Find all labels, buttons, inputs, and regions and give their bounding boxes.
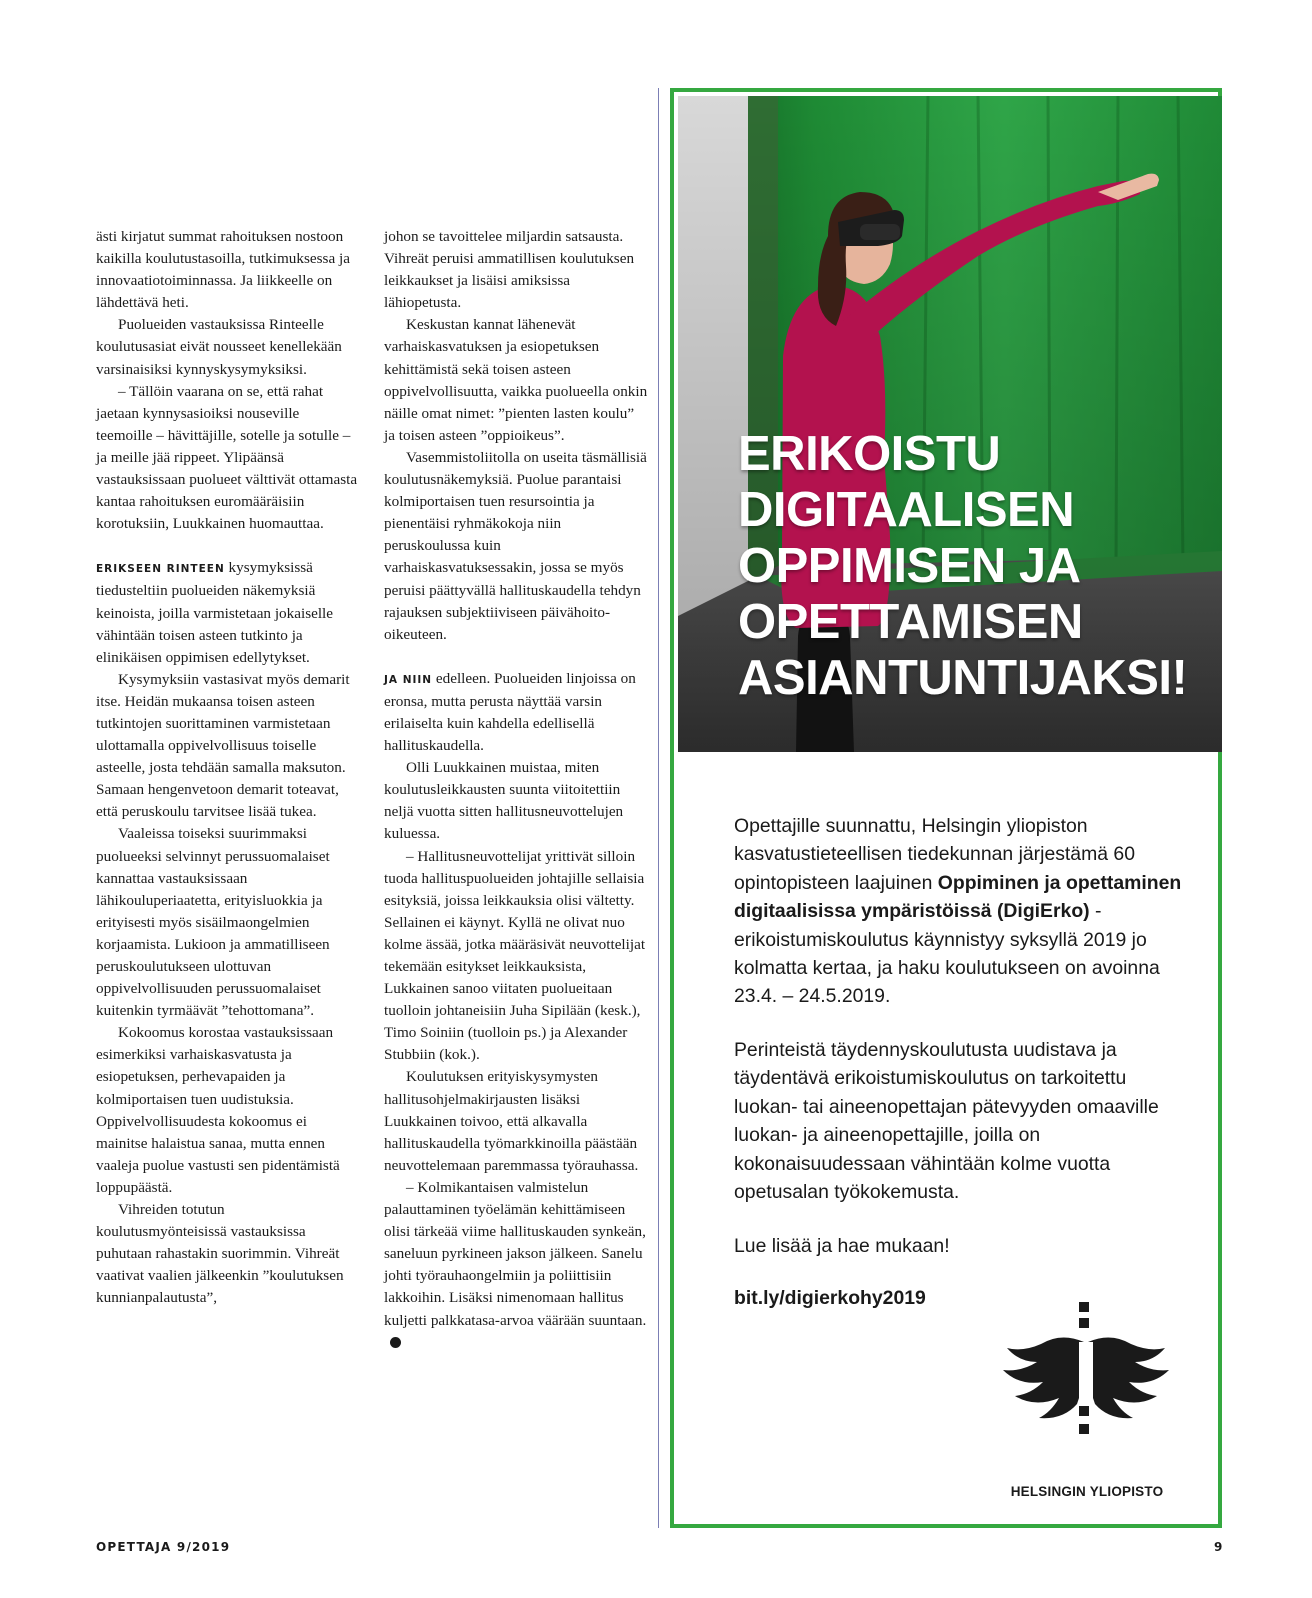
ad-paragraph-2 [734, 1036, 1184, 1206]
end-mark-icon [390, 1337, 401, 1348]
paragraph [384, 668, 648, 757]
paragraph: Olli Luukkainen muistaa, miten koulutusleikkausten suunta viitoitettiin neljä vuotta sitten hallitusneuvottelujen kuluessa. [384, 759, 624, 843]
lead-in: JA NIIN [384, 673, 433, 686]
paragraph-text: edelleen. Puolueiden linjoissa on eronsa, mutta perusta näyttää varsin erilaiselta kuin kahdella edellisellä hallituskaudella. [384, 669, 636, 755]
university-name: HELSINGIN YLIOPISTO [1010, 1484, 1164, 1499]
page-number: 9 [1214, 1540, 1223, 1554]
paragraph: Keskustan kannat lähenevät varhaiskasvatuksen ja esiopetuksen kehittämistä sekä toisen asteen oppivelvollisuutta, vaikka puolueella onkin näille omat nimet: ”pienten lasten koulu” ja toisen asteen ”oppioikeus”. [384, 316, 648, 444]
paragraph-text: – Kolmikantaisen valmistelun palauttaminen työelämän kehittämiseen olisi tärkeää viime hallituskauden synkeän, saneluun pyrkineen jakson jälkeen. Sanelu johti työrauhaongelmiin ja poliittisiin lakkoihin. Lisäksi nimenomaan hallitus kuljetti palkkatasa-arvoa väärään suuntaan. [384, 1178, 647, 1329]
ad-call-to-action [734, 1232, 1184, 1260]
ad-text: Lue lisää ja hae mukaan! [734, 1235, 950, 1257]
headline-line: ASIANTUNTIJAKSI! [738, 651, 1188, 705]
headline-line: OPETTAMISEN [738, 595, 1083, 649]
paragraph: Koulutuksen erityiskysymysten hallitusohjelmakirjausten lisäksi Luukkainen toivoo, että alkavalla hallituskaudella työmarkkinoilla päästään neuvottelemaan paremmassa työrauhassa. [384, 1068, 639, 1174]
lead-in: ERIKSEEN RINTEEN [96, 563, 225, 576]
headline-line: DIGITAALISEN [738, 483, 1075, 537]
paragraph: Vaaleissa toiseksi suurimmaksi puolueeksi selvinnyt perussuomalaiset kannattaa vastauksissaan lähikouluperiaatetta, erityisluokkia ja erityisesti myös sisäilmaongelmien korjaamista. Lukioon ja ammatilliseen peruskoulutukseen ulottuvan oppivelvollisuuden perussuomalaiset kuitenkin tyrmäävät ”tehottomana”. [96, 825, 330, 1020]
headline-line: OPPIMISEN JA [738, 539, 1081, 593]
ad-text: Perinteistä täydennyskoulutusta uudistava ja täydentävä erikoistumiskoulutus on tarkoitettu luokan- tai aineenopettajan pätevyyden omaaville luokan- ja aineenopettajille, joilla on kokonaisuudessaan vähintään kolme vuotta opetusalan työkokemusta. [734, 1039, 1159, 1204]
paragraph [96, 557, 358, 668]
paragraph: Puolueiden vastauksissa Rinteelle koulutusasiat eivät nousseet kenellekään varsinaisiksi kynnyskysymyksiksi. [96, 316, 342, 378]
paragraph [384, 1177, 648, 1354]
paragraph: – Tällöin vaarana on se, että rahat jaetaan kynnysasioiksi nouseville teemoille – hävittäjille, sotelle ja sotulle – ja meille jää rippeet. Ylipäänsä vastauksissaan puolueet välttivät ottamasta kantaa rahoituksen euromääräisiin korotuksiin, Luukkainen huomauttaa. [96, 382, 358, 533]
paragraph: Vasemmistoliitolla on useita täsmällisiä koulutusnäkemyksiä. Puolue parantaisi kolmiportaisen tuen resursointia ja pienentäisi ryhmäkokoja niin peruskoulussa kuin varhaiskasvatuksessakin, jossa se myös peruisi päättyvällä hallituskaudella tehdyn rajauksen subjektiiviseen päivähoito-oikeuteen. [384, 448, 647, 643]
paragraph: Kokoomus korostaa vastauksissaan esimerkiksi varhaiskasvatusta ja esiopetuksen, perhevapaiden ja kolmiportaisen tuen uudistuksia. Oppivelvollisuudesta kokoomus ei mainitse halaistua sanaa, mutta ennen vaaleja puolue vastusti sen pidentämistä loppupäästä. [96, 1024, 340, 1196]
ad-link-text[interactable]: bit.ly/digierkohy2019 [734, 1287, 926, 1309]
column-divider [658, 88, 659, 1528]
paragraph-text: kysymyksissä tiedusteltiin puolueiden näkemyksiä keinoista, joilla varmistetaan jokaiselle vähintään toisen asteen tutkinto ja elinikäisen oppimisen edellytykset. [96, 559, 334, 666]
ad-photo [678, 96, 1222, 752]
publication-footer: OPETTAJA 9/2019 [96, 1540, 231, 1554]
flame-torch-icon [1001, 1302, 1171, 1462]
ad-paragraph-1 [734, 812, 1184, 1011]
paragraph: – Hallitusneuvottelijat yrittivät silloin tuoda hallituspuolueiden johtajille sellaisia esityksiä, joissa leikkauksia olisi vältetty. Sellainen ei käynyt. Kyllä ne olivat nuo kolme ässää, jotka määräsivät neuvottelijat tekemään esitykset leikkauksista, Lukkainen sanoo viitaten puolueitaan tuolloin johtaneisiin Juha Sipilään (kesk.), Timo Soiniin (tuolloin ps.) ja Alexander Stubbiin (kok.). [384, 847, 646, 1064]
ad-program-name: Oppiminen ja opettaminen digitaalisissa ympäristöissä (DigiErko) [734, 871, 1182, 923]
paragraph: Vihreiden totutun koulutusmyönteisissä vastauksissa puhutaan rahastakin suorimmin. Vihreät vaativat vaalien jälkeenkin ”koulutuksen kunnianpalautusta”, [96, 1201, 344, 1307]
paragraph: johon se tavoittelee miljardin satsausta. Vihreät peruisi ammatillisen koulutuksen leikkaukset ja lisäisi amiksissa lähiopetusta. [384, 228, 635, 312]
paragraph: Kysymyksiin vastasivat myös demarit itse. Heidän mukaansa toisen asteen tutkintojen suorittaminen varmistetaan ulottamalla oppivelvollisuus toiselle asteelle, josta tehdään samalla maksuton. Samaan hengenvetoon demarit toteavat, että peruskoulu tarvitsee lisää tukea. [96, 670, 350, 821]
ad-text: Opettajille suunnattu, Helsingin yliopiston kasvatustieteellisen tiedekunnan järjestämä 60 opintopisteen laajuinen [734, 815, 1135, 894]
headline-line: ERIKOISTU [738, 427, 1001, 481]
paragraph: ästi kirjatut summat rahoituksen nostoon kaikilla koulutustasoilla, tutkimuksessa ja innovaatiotoiminnassa. Ja liikkeelle on lähdettävä heti. [96, 228, 350, 312]
advertisement [670, 88, 1222, 1528]
article-column-2 [384, 226, 648, 1354]
ad-headline [738, 426, 1218, 706]
ad-text: -erikoistumiskoulutus käynnistyy syksyllä 2019 jo kolmatta kertaa, ja haku koulutukseen on avoinna 23.4. – 24.5.2019. [734, 900, 1160, 1008]
article-column-1 [96, 226, 358, 1310]
